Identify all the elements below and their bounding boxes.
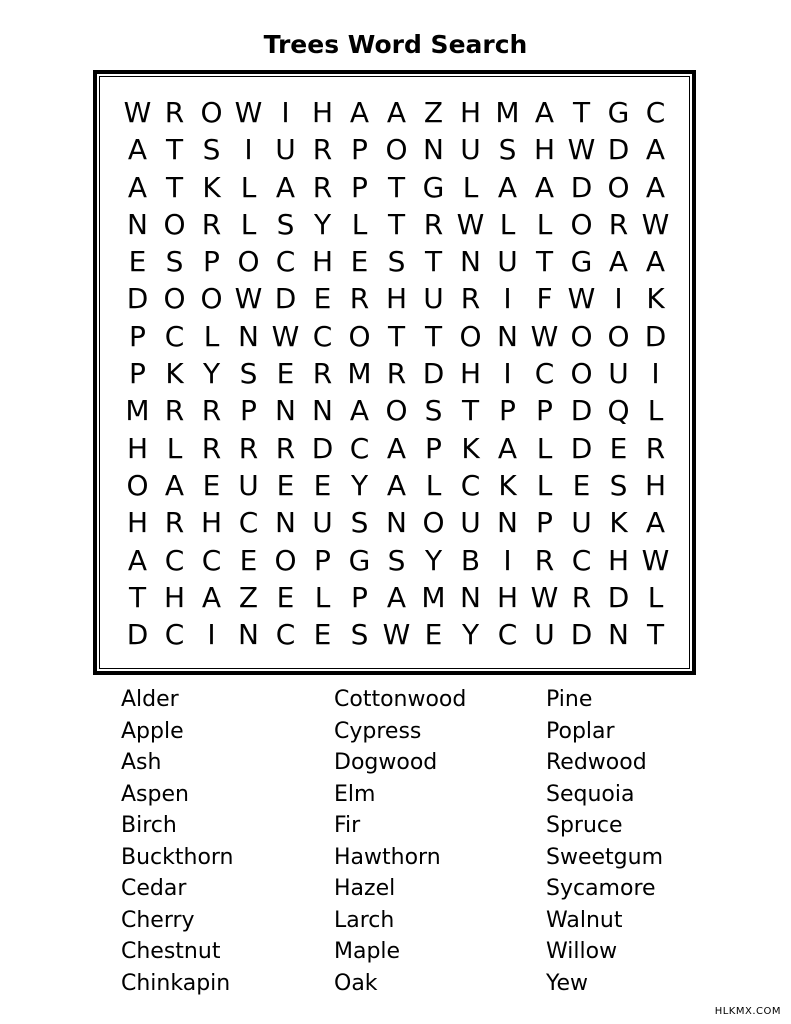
- grid-letter: P: [203, 245, 220, 279]
- grid-letter: O: [459, 319, 482, 353]
- grid-letter: P: [351, 170, 368, 204]
- word-list-item: Larch: [334, 907, 395, 933]
- grid-letter: S: [165, 245, 184, 279]
- grid-letter: D: [607, 580, 630, 614]
- grid-letter: N: [497, 319, 518, 353]
- grid-letter: W: [271, 319, 300, 353]
- grid-letter: C: [312, 319, 333, 353]
- grid-letter: E: [424, 618, 443, 652]
- grid-letter: L: [203, 319, 220, 353]
- grid-letter: A: [534, 96, 555, 129]
- grid-letter: R: [164, 506, 185, 540]
- grid-letter: L: [166, 431, 183, 465]
- grid-letter: W: [234, 96, 263, 129]
- grid-letter: U: [534, 618, 555, 652]
- grid-letter: Q: [607, 394, 630, 428]
- grid-letter: O: [163, 207, 186, 241]
- grid-letter: R: [608, 207, 629, 241]
- word-list-item: Buckthorn: [121, 844, 234, 870]
- word-list-item: Spruce: [546, 813, 623, 838]
- grid-letter: N: [497, 506, 518, 540]
- word-list-item: Chinkapin: [121, 970, 231, 996]
- grid-letter: O: [126, 468, 149, 502]
- site-watermark: HLKMX.COM: [714, 1006, 781, 1017]
- grid-letter: R: [312, 170, 333, 204]
- word-list-item: Sequoia: [546, 781, 635, 807]
- grid-letter: I: [503, 543, 512, 577]
- grid-letter: A: [386, 96, 407, 129]
- grid-letter: T: [165, 133, 184, 167]
- word-list-item: Dogwood: [334, 750, 438, 775]
- grid-letter: W: [567, 282, 596, 316]
- word-list-item: Willow: [546, 939, 618, 964]
- grid-letter: T: [424, 245, 443, 279]
- grid-letter: N: [423, 133, 444, 167]
- grid-letter: T: [387, 319, 406, 353]
- grid-letter: A: [386, 431, 407, 465]
- grid-letter: R: [423, 207, 444, 241]
- grid-letter: G: [348, 543, 371, 577]
- grid-letter: L: [499, 207, 516, 241]
- grid-letter: Y: [313, 207, 332, 241]
- grid-letter: O: [385, 394, 408, 428]
- grid-letter: L: [462, 170, 479, 204]
- grid-letter: D: [644, 319, 667, 353]
- grid-letter: U: [497, 245, 518, 279]
- grid-letter: W: [530, 319, 559, 353]
- page-title: Trees Word Search: [263, 30, 528, 59]
- grid-letter: P: [351, 133, 368, 167]
- grid-letter: T: [535, 245, 554, 279]
- grid-letter: T: [646, 618, 665, 652]
- grid-letter: D: [422, 357, 445, 391]
- grid-letter: A: [645, 170, 666, 204]
- grid-letter: H: [311, 245, 334, 279]
- grid-letter: W: [567, 133, 596, 167]
- grid-letter: A: [645, 245, 666, 279]
- grid-letter: F: [536, 282, 553, 316]
- grid-letter: A: [164, 468, 185, 502]
- grid-letter: P: [240, 394, 257, 428]
- word-list-item: Alder: [121, 687, 179, 712]
- grid-letter: C: [460, 468, 481, 502]
- grid-letter: U: [571, 506, 592, 540]
- grid-letter: I: [281, 96, 290, 129]
- grid-letter: O: [237, 245, 260, 279]
- word-list-item: Oak: [334, 970, 378, 996]
- grid-letter: A: [386, 468, 407, 502]
- grid-letter: L: [536, 207, 553, 241]
- grid-letter: N: [238, 319, 259, 353]
- grid-letter: D: [570, 618, 593, 652]
- grid-letter: A: [386, 580, 407, 614]
- grid-letter: A: [127, 543, 148, 577]
- grid-letter: H: [644, 468, 667, 502]
- grid-letter: H: [126, 506, 149, 540]
- grid-letter: H: [496, 580, 519, 614]
- grid-letter: R: [460, 282, 481, 316]
- grid-letter: H: [533, 133, 556, 167]
- grid-letter: W: [530, 580, 559, 614]
- grid-letter: O: [570, 357, 593, 391]
- grid-letter: I: [503, 357, 512, 391]
- grid-letter: E: [572, 468, 591, 502]
- grid-letter: I: [244, 133, 253, 167]
- grid-letter: R: [312, 133, 333, 167]
- grid-letter: N: [275, 506, 296, 540]
- grid-letter: Y: [202, 357, 221, 391]
- word-list-item: Cherry: [121, 907, 195, 933]
- grid-letter: G: [607, 96, 630, 129]
- grid-letter: U: [238, 468, 259, 502]
- grid-letter: L: [351, 207, 368, 241]
- grid-letter: E: [276, 357, 295, 391]
- grid-letter: D: [570, 394, 593, 428]
- grid-letter: M: [421, 580, 446, 614]
- grid-letter: H: [200, 506, 223, 540]
- grid-letter: H: [607, 543, 630, 577]
- grid-letter: C: [571, 543, 592, 577]
- grid-letter: K: [498, 468, 517, 502]
- grid-letter: O: [274, 543, 297, 577]
- grid-letter: N: [312, 394, 333, 428]
- grid-letter: A: [127, 133, 148, 167]
- grid-letter: H: [163, 580, 186, 614]
- grid-letter: A: [497, 431, 518, 465]
- word-list-item: Chestnut: [121, 939, 221, 964]
- grid-letter: H: [459, 357, 482, 391]
- grid-letter: C: [349, 431, 370, 465]
- grid-letter: R: [386, 357, 407, 391]
- grid-letter: W: [123, 96, 152, 129]
- grid-letter: U: [312, 506, 333, 540]
- grid-letter: S: [350, 506, 369, 540]
- grid-letter: C: [164, 618, 185, 652]
- grid-letter: L: [240, 207, 257, 241]
- grid-letter: D: [126, 282, 149, 316]
- grid-letter: S: [424, 394, 443, 428]
- word-list-item: Yew: [546, 970, 589, 996]
- grid-letter: L: [536, 431, 553, 465]
- grid-letter: O: [570, 207, 593, 241]
- grid-letter: R: [534, 543, 555, 577]
- grid-letter: O: [422, 506, 445, 540]
- grid-letter: S: [609, 468, 628, 502]
- grid-letter: R: [312, 357, 333, 391]
- grid-letter: O: [200, 96, 223, 129]
- grid-letter: I: [614, 282, 623, 316]
- grid-letter: H: [385, 282, 408, 316]
- grid-letter: C: [238, 506, 259, 540]
- grid-letter: O: [385, 133, 408, 167]
- grid-letter: Y: [350, 468, 369, 502]
- grid-letter: P: [536, 506, 553, 540]
- grid-letter: U: [275, 133, 296, 167]
- grid-letter: D: [311, 431, 334, 465]
- grid-letter: T: [572, 96, 591, 129]
- word-list-item: Walnut: [546, 907, 623, 933]
- grid-letter: H: [459, 96, 482, 129]
- grid-letter: R: [645, 431, 666, 465]
- grid-letter: T: [461, 394, 480, 428]
- grid-letter: D: [274, 282, 297, 316]
- grid-letter: S: [387, 245, 406, 279]
- grid-letter: C: [164, 543, 185, 577]
- grid-letter: E: [202, 468, 221, 502]
- grid-letter: C: [645, 96, 666, 129]
- grid-letter: I: [207, 618, 216, 652]
- grid-letter: L: [536, 468, 553, 502]
- grid-letter: K: [202, 170, 221, 204]
- letter-grid: [119, 94, 674, 653]
- grid-letter: N: [238, 618, 259, 652]
- grid-letter: N: [460, 580, 481, 614]
- grid-letter: A: [645, 133, 666, 167]
- grid-letter: N: [608, 618, 629, 652]
- grid-letter: U: [460, 133, 481, 167]
- grid-letter: E: [313, 282, 332, 316]
- grid-letter: T: [424, 319, 443, 353]
- grid-letter: A: [645, 506, 666, 540]
- grid-letter: N: [275, 394, 296, 428]
- grid-letter: W: [456, 207, 485, 241]
- word-list-item: Sweetgum: [546, 844, 663, 870]
- grid-letter: D: [570, 170, 593, 204]
- grid-letter: O: [200, 282, 223, 316]
- grid-letter: G: [422, 170, 445, 204]
- grid-letter: Z: [423, 96, 444, 129]
- grid-letter: B: [460, 543, 481, 577]
- grid-letter: M: [495, 96, 520, 129]
- grid-letter: I: [503, 282, 512, 316]
- grid-letter: E: [609, 431, 628, 465]
- grid-letter: A: [608, 245, 629, 279]
- word-list: [121, 684, 746, 999]
- word-list-item: Fir: [334, 813, 361, 838]
- grid-letter: N: [127, 207, 148, 241]
- grid-letter: M: [347, 357, 372, 391]
- grid-letter: Y: [424, 543, 443, 577]
- grid-letter: N: [386, 506, 407, 540]
- grid-letter: P: [536, 394, 553, 428]
- grid-letter: L: [425, 468, 442, 502]
- grid-letter: P: [499, 394, 516, 428]
- grid-letter: C: [497, 618, 518, 652]
- word-list-item: Aspen: [121, 781, 189, 807]
- grid-letter: U: [460, 506, 481, 540]
- grid-letter: E: [276, 580, 295, 614]
- grid-letter: A: [349, 394, 370, 428]
- grid-letter: D: [607, 133, 630, 167]
- grid-letter: K: [165, 357, 184, 391]
- grid-letter: L: [240, 170, 257, 204]
- grid-letter: D: [570, 431, 593, 465]
- grid-letter: R: [164, 96, 185, 129]
- word-list-item: Cedar: [121, 876, 187, 901]
- grid-letter: L: [647, 394, 664, 428]
- grid-letter: R: [164, 394, 185, 428]
- word-list-item: Poplar: [546, 718, 615, 744]
- grid-letter: P: [129, 319, 146, 353]
- grid-letter: W: [641, 543, 670, 577]
- grid-letter: E: [350, 245, 369, 279]
- grid-letter: S: [387, 543, 406, 577]
- grid-letter: K: [646, 282, 665, 316]
- grid-letter: A: [127, 170, 148, 204]
- grid-letter: P: [129, 357, 146, 391]
- grid-letter: H: [311, 96, 334, 129]
- word-list-item: Hazel: [334, 876, 396, 901]
- grid-letter: R: [349, 282, 370, 316]
- grid-letter: I: [651, 357, 660, 391]
- grid-letter: C: [164, 319, 185, 353]
- grid-letter: O: [348, 319, 371, 353]
- grid-letter: Z: [238, 580, 259, 614]
- grid-letter: Y: [461, 618, 480, 652]
- grid-letter: T: [128, 580, 147, 614]
- grid-letter: R: [571, 580, 592, 614]
- grid-letter: D: [126, 618, 149, 652]
- grid-letter: H: [126, 431, 149, 465]
- word-list-item: Hawthorn: [334, 844, 441, 870]
- grid-letter: L: [647, 580, 664, 614]
- grid-letter: W: [641, 207, 670, 241]
- grid-letter: W: [234, 282, 263, 316]
- grid-letter: P: [425, 431, 442, 465]
- grid-letter: C: [275, 245, 296, 279]
- grid-letter: P: [314, 543, 331, 577]
- grid-letter: S: [239, 357, 258, 391]
- grid-letter: T: [387, 207, 406, 241]
- word-list-item: Redwood: [546, 750, 647, 775]
- word-list-item: Ash: [121, 750, 162, 775]
- grid-letter: K: [609, 506, 628, 540]
- grid-letter: A: [349, 96, 370, 129]
- word-list-item: Pine: [546, 687, 593, 712]
- grid-letter: S: [350, 618, 369, 652]
- grid-letter: E: [239, 543, 258, 577]
- grid-letter: A: [275, 170, 296, 204]
- grid-letter: R: [201, 394, 222, 428]
- grid-letter: R: [238, 431, 259, 465]
- grid-letter: E: [276, 468, 295, 502]
- grid-letter: O: [570, 319, 593, 353]
- word-list-item: Cypress: [334, 718, 422, 744]
- grid-letter: O: [163, 282, 186, 316]
- grid-letter: S: [498, 133, 517, 167]
- grid-letter: M: [125, 394, 150, 428]
- grid-letter: U: [608, 357, 629, 391]
- grid-letter: L: [314, 580, 331, 614]
- grid-letter: E: [128, 245, 147, 279]
- word-list-item: Elm: [334, 781, 376, 807]
- grid-letter: W: [382, 618, 411, 652]
- grid-letter: A: [534, 170, 555, 204]
- grid-letter: C: [275, 618, 296, 652]
- grid-letter: C: [201, 543, 222, 577]
- grid-letter: G: [570, 245, 593, 279]
- grid-letter: E: [313, 468, 332, 502]
- grid-letter: N: [460, 245, 481, 279]
- word-list-item: Cottonwood: [334, 687, 467, 712]
- grid-letter: A: [497, 170, 518, 204]
- grid-letter: T: [165, 170, 184, 204]
- word-list-item: Sycamore: [546, 876, 656, 901]
- word-list-item: Apple: [121, 718, 184, 744]
- grid-letter: K: [461, 431, 480, 465]
- word-list-item: Birch: [121, 813, 177, 838]
- grid-letter: R: [201, 207, 222, 241]
- grid-letter: A: [201, 580, 222, 614]
- grid-letter: R: [275, 431, 296, 465]
- grid-letter: T: [387, 170, 406, 204]
- grid-letter: C: [534, 357, 555, 391]
- word-list-item: Maple: [334, 939, 401, 964]
- grid-letter: S: [276, 207, 295, 241]
- grid-letter: R: [201, 431, 222, 465]
- grid-letter: O: [607, 170, 630, 204]
- grid-letter: O: [607, 319, 630, 353]
- grid-letter: E: [313, 618, 332, 652]
- grid-letter: U: [423, 282, 444, 316]
- grid-letter: S: [202, 133, 221, 167]
- grid-letter: P: [351, 580, 368, 614]
